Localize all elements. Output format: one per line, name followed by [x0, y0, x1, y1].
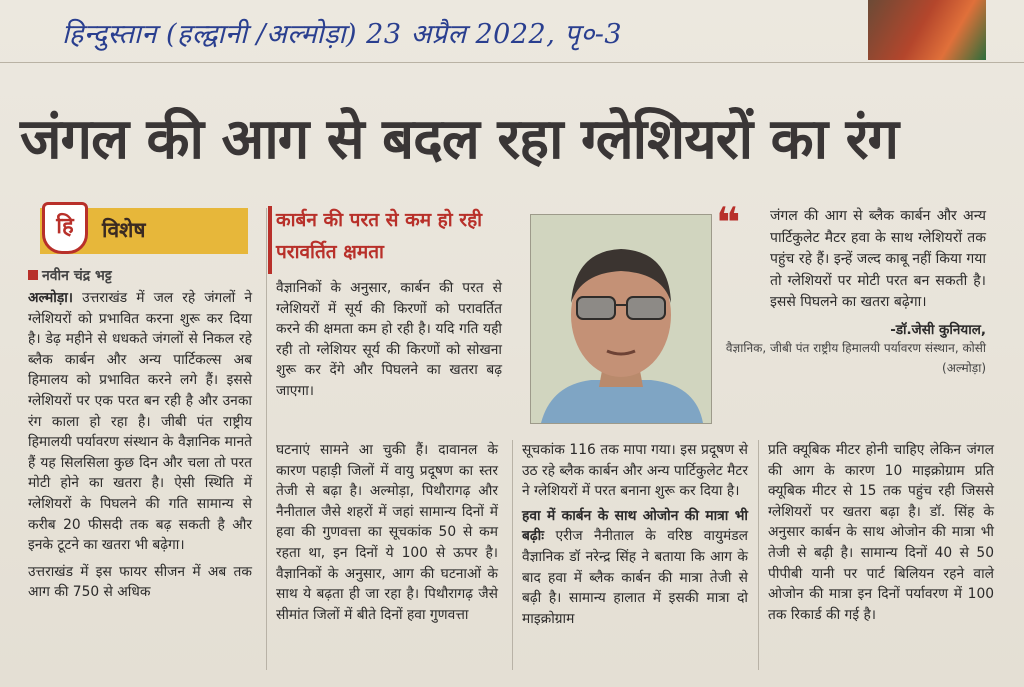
column-3-text: सूचकांक 116 तक मापा गया। इस प्रदूषण से उठ रहे ब्लैक कार्बन और अन्य पार्टिकुलेट मैटर ने ग्लेशियरों में परत बनाना शुरू कर दिया है। [522, 442, 748, 500]
handwritten-source-note: हिन्दुस्तान (हल्द्वानी /अल्मोड़ा) 23 अप्रैल 2022, पृ०-3 [62, 19, 623, 50]
byline-author: नवीन चंद्र भट्ट [42, 268, 112, 284]
masthead [0, 0, 1024, 63]
sidebar-accent-bar [268, 206, 272, 274]
quote-affiliation: वैज्ञानिक, जीबी पंत राष्ट्रीय हिमालयी पर्यावरण संस्थान, कोसी (अल्मोड़ा) [725, 340, 986, 375]
hindustan-logo-icon: हि [42, 202, 88, 254]
portrait-illustration [531, 215, 711, 423]
byline [28, 266, 112, 285]
column-divider [512, 440, 513, 670]
column-1-text-continued: उत्तराखंड में इस फायर सीजन में अब तक आग की 750 से अधिक [28, 563, 252, 601]
article-column-3 [522, 440, 748, 629]
article-column-2: घटनाएं सामने आ चुकी हैं। दावानल के कारण पहाड़ी जिलों में वायु प्रदूषण का स्तर तेजी से बढ़ा है। अल्मोड़ा, पिथौरागढ़ और नैनीताल जैसे शहरों में जहां सामान्य दिनों में हवा की गुणवत्ता का सूचकांक 50 से कम रहता था, इन दिनों ये 100 से ऊपर है। वैज्ञानिकों के अनुसार, आग की घटनाओं के साथ ये बढ़ता ही जा रहा है। पिथौरागढ़ जैसे सीमांत जिलों में बीते दिनों हवा गुणवत्ता [276, 442, 498, 623]
sidebar-box [276, 204, 502, 402]
column-3-text-continued: एरीज नैनीताल के वरिष्ठ वायुमंडल वैज्ञानिक डॉ नरेन्द्र सिंह ने बताया कि आग के बाद हवा में ब्लैक कार्बन की मात्रा तेजी से बढ़ी है। सामान्य हालात में इसकी मात्रा दो माइक्रोग्राम [522, 528, 748, 627]
dateline: अल्मोड़ा। [28, 290, 74, 306]
column-divider [266, 208, 267, 670]
quote-mark-icon: ❝ [716, 198, 741, 247]
headline: जंगल की आग से बदल रहा ग्लेशियरों का रंग [20, 107, 899, 172]
quote-author: -डॉ.जेसी कुनियाल, [890, 321, 986, 338]
column-1-text: उत्तराखंड में जल रहे जंगलों ने ग्लेशियरों को प्रभावित करना शुरू कर दिया है। डेढ़ महीने से धधकते जंगलों से निकल रहे ब्लैक कार्बन और अन्य पार्टिकल्स अब हिमालय को प्रभावित करने लगे हैं। इससे ग्लेशियरों पर एक परत बन रही है और उनका रंग काला हो रहा है। जीबी पंत राष्ट्रीय हिमालयी पर्यावरण संस्थान के वैज्ञानिक मानते हैं यह सिलसिला कुछ दिन और चला तो परत मोटी होने का खतरा है। ऐसी स्थिति में ग्लेशियरों के पिघलने की गति सामान्य से करीब 20 फीसदी तक बढ़ सकती है और इनके टूटने का खतरा भी बढ़ेगा। [28, 290, 253, 554]
quote-body: जंगल की आग से ब्लैक कार्बन और अन्य पार्टिकुलेट मैटर हवा के साथ ग्लेशियरों तक पहुंच रहे हैं। इन्हें जल्द काबू नहीं किया गया तो ग्लेशियरों पर मोटी परत बन सकती है। इससे पिघलने का खतरा बढ़ेगा। [770, 208, 986, 310]
sidebar-body: वैज्ञानिकों के अनुसार, कार्बन की परत से ग्लेशियरों में सूर्य की किरणों को परावर्तित करने की क्षमता कम हो रही है। यदि गति यही रही तो ग्लेशियर सूर्य की किरणों को सोखना शुरू कर देंगे और पिघलने का खतरा बढ़ जाएगा। [276, 280, 502, 399]
column-3-subheading: हवा में कार्बन के साथ ओजोन की मात्रा भी बढ़ीः [522, 507, 748, 545]
sidebar-heading: कार्बन की परत से कम हो रही परावर्तित क्षमता [276, 209, 483, 263]
corner-photo-fragment [868, 0, 986, 60]
column-divider [758, 440, 759, 670]
byline-square-icon [28, 270, 38, 280]
scientist-photo [530, 214, 712, 424]
section-tag-label: विशेष [102, 218, 146, 242]
pull-quote [716, 198, 986, 378]
article-column-1 [28, 288, 252, 603]
article-column-4: प्रति क्यूबिक मीटर होनी चाहिए लेकिन जंगल की आग के कारण 10 माइक्रोग्राम प्रति क्यूबिक मीटर से 15 तक पहुंच रही जिससे ग्लेशियरों पर खतरा बढ़ा है। डॉ. सिंह के अनुसार कार्बन के साथ ओजोन की मात्रा भी तेजी से बढ़ी है। सामान्य दिनों 40 से 50 पीपीबी यानी पर पार्ट बिलियन रहने वाले ओजोन की मात्रा इन दिनों पर्यावरण में 100 तक रिकार्ड की गई है। [768, 442, 994, 623]
